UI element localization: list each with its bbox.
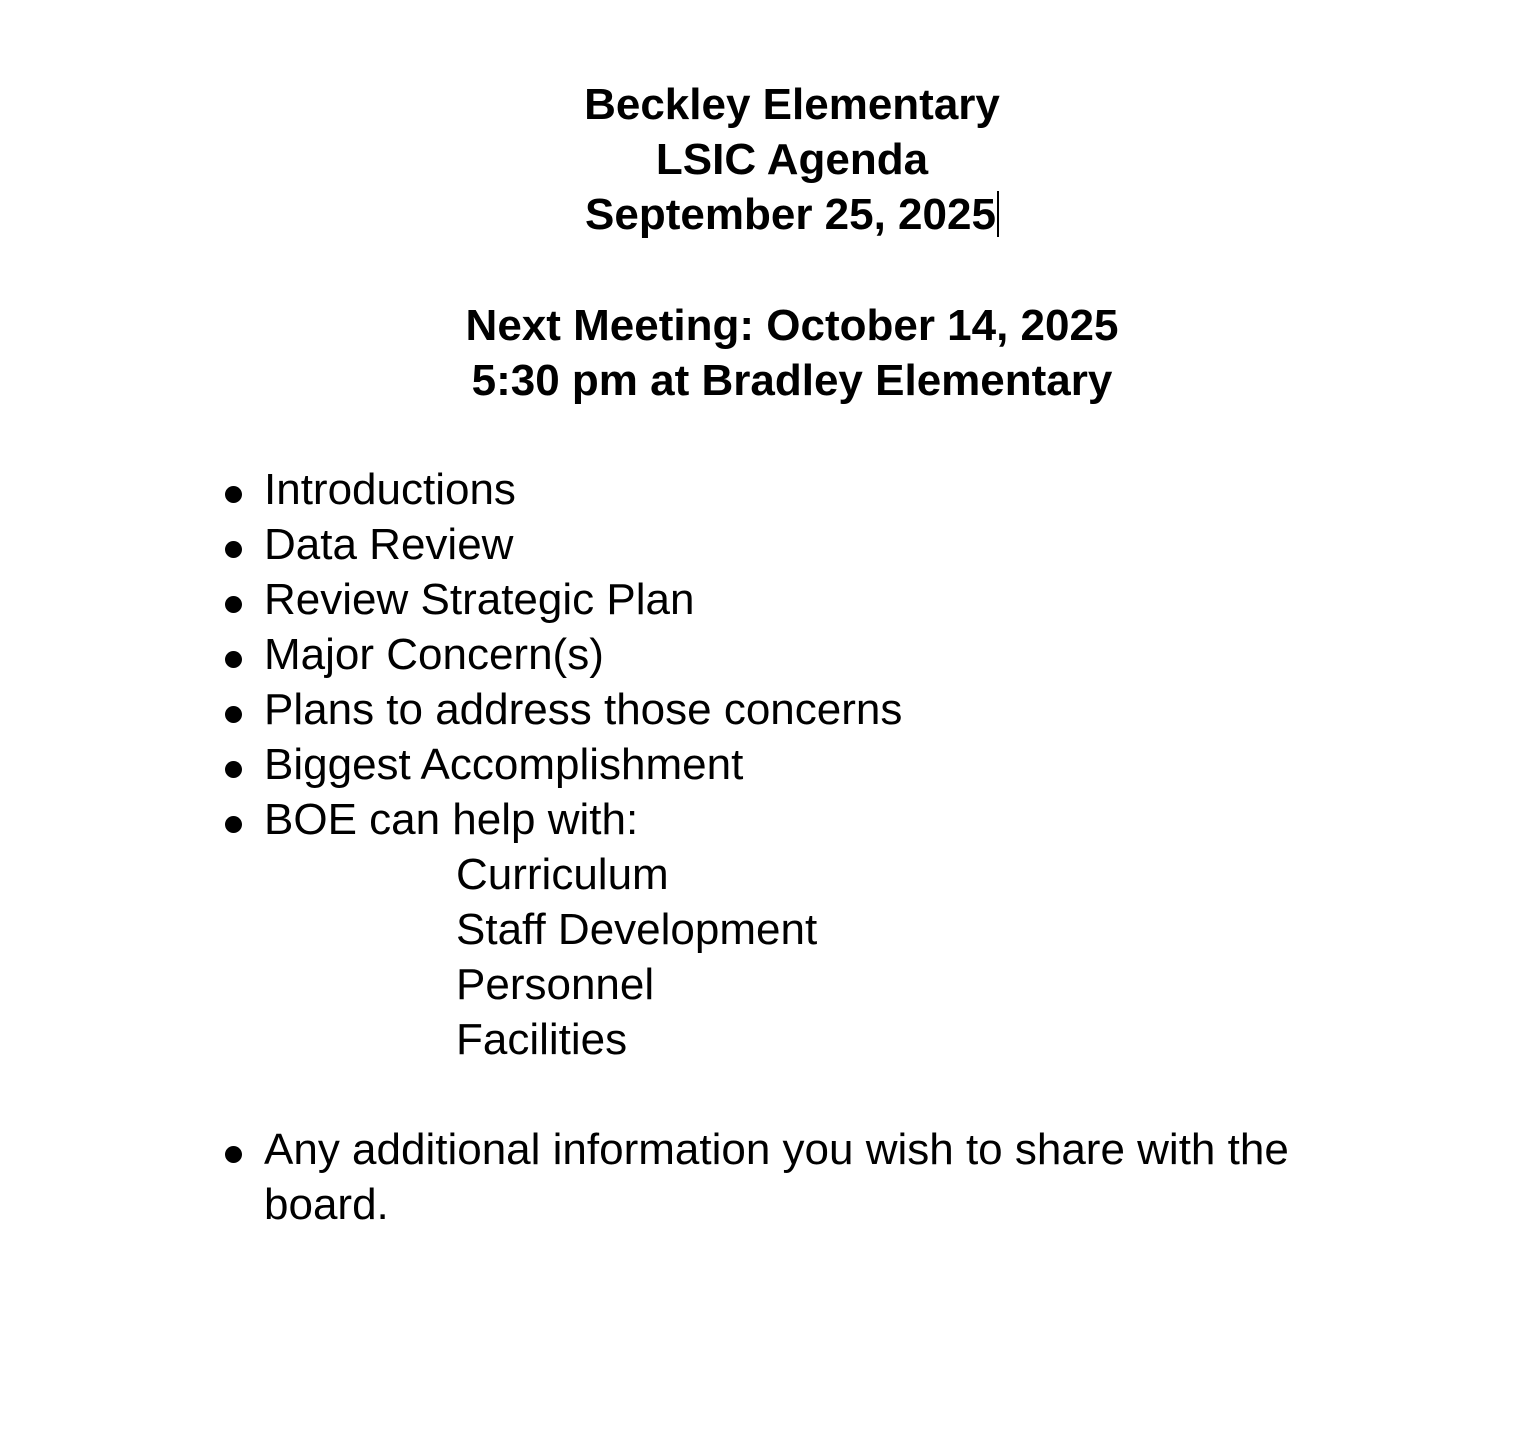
list-item: [0, 572, 1394, 627]
list-item-text: Biggest Accomplishment: [264, 740, 744, 789]
bullet-icon: [218, 682, 248, 737]
next-meeting-block: [0, 298, 1538, 408]
bullet-icon: [218, 517, 248, 572]
list-item-text: Data Review: [264, 520, 514, 569]
list-item-text: Introductions: [264, 465, 516, 514]
bullet-icon: [218, 462, 248, 517]
list-item-text: Plans to address those concerns: [264, 685, 903, 734]
list-item-text: BOE can help with:: [264, 795, 639, 844]
list-item-text: Major Concern(s): [264, 630, 604, 679]
list-item: [0, 1122, 1394, 1232]
bullet-icon: [218, 737, 248, 792]
list-item: [0, 517, 1394, 572]
list-item: [0, 462, 1394, 517]
blank-line: [0, 1067, 1538, 1122]
list-item-text: Any additional information you wish to share with the board.: [264, 1125, 1289, 1229]
next-meeting-location: 5:30 pm at Bradley Elementary: [471, 356, 1113, 405]
text-cursor: [997, 191, 999, 237]
agenda-header: [0, 77, 1538, 242]
agenda-title: LSIC Agenda: [655, 135, 929, 184]
list-item: [0, 682, 1394, 737]
boe-topic-curriculum: Curriculum: [456, 850, 669, 899]
school-name: Beckley Elementary: [584, 80, 1000, 129]
list-item: [0, 737, 1394, 792]
agenda-list: [0, 462, 1538, 1232]
list-item: [0, 792, 1394, 847]
meeting-date: September 25, 2025: [585, 190, 996, 239]
next-meeting-date: Next Meeting: October 14, 2025: [465, 301, 1119, 350]
boe-topic-personnel: Personnel: [456, 960, 655, 1009]
meeting-date-line: [0, 187, 1538, 242]
list-item: [0, 627, 1394, 682]
bullet-icon: [218, 627, 248, 682]
bullet-icon: [218, 1122, 248, 1177]
boe-topic-facilities: Facilities: [456, 1015, 628, 1064]
bullet-icon: [218, 572, 248, 627]
list-item-text: Review Strategic Plan: [264, 575, 695, 624]
boe-topic-staff-development: Staff Development: [456, 905, 818, 954]
bullet-icon: [218, 792, 248, 847]
